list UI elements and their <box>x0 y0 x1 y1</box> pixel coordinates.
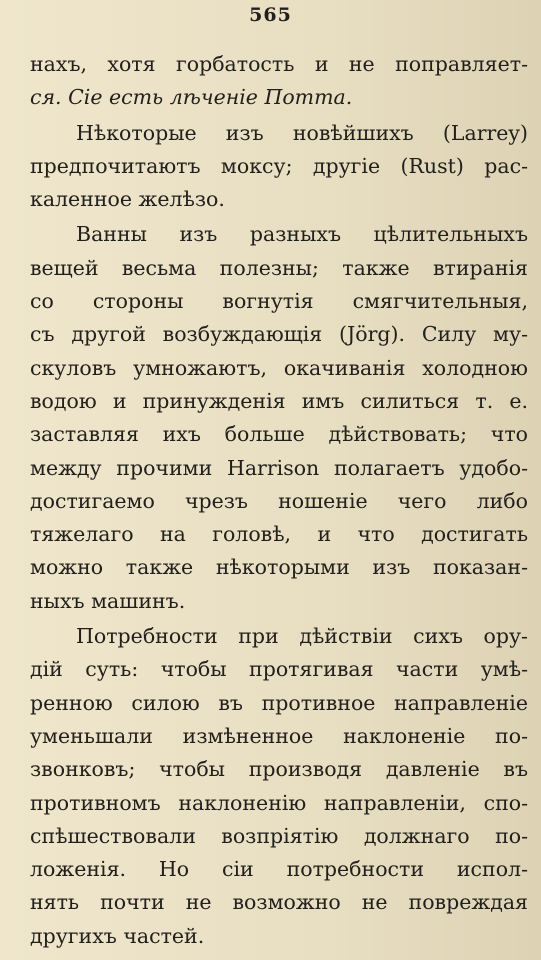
text-line: нять почти не возможно не повреждая <box>30 890 528 915</box>
paragraph-3 <box>30 218 528 618</box>
paragraph-4 <box>30 620 528 953</box>
text-line: предпочитаютъ моксу; другie (Rust) рас- <box>30 153 528 178</box>
text-line: ныхъ машинъ. <box>30 588 186 613</box>
text-line: достигаемо чрезъ ношенie чего либо <box>30 488 528 513</box>
paragraph-1 <box>30 48 528 115</box>
text-line: дiй суть: чтобы протягивая части умѣ- <box>30 657 528 682</box>
text-line: съ другой возбуждающiя (Jörg). Силу му- <box>30 322 528 347</box>
text-line: между прочими Harrison полагаетъ удобо- <box>30 455 528 480</box>
text-line: ренною силою въ противное направленie <box>30 690 528 715</box>
paragraph-2 <box>30 117 528 217</box>
text-line: скуловъ умножаютъ, окачиванiя холодною <box>30 355 528 380</box>
page-body <box>30 48 528 953</box>
text-line: спѣшествовали возпрiятiю должнаго по- <box>30 823 528 848</box>
text-line: вещей весьма полезны; также втиранiя <box>30 255 528 280</box>
text-line: Потребности при дѣйствiи сихъ ору- <box>76 624 528 649</box>
text-line: Нѣкоторые изъ новѣйшихъ (Larrey) <box>76 120 528 145</box>
text-line: звонковъ; чтобы производя давленie въ <box>30 757 528 782</box>
text-line: можно также нѣкоторыми изъ показан- <box>30 555 528 580</box>
text-line: каленное желѣзо. <box>30 187 225 212</box>
text-line: со стороны вогнутiя смягчительныя, <box>30 289 528 314</box>
text-line: противномъ наклоненiю направленiи, спо- <box>30 790 528 815</box>
text-line: заставляя ихъ больше дѣйствовать; что <box>30 422 528 447</box>
text-line: водою и принужденiя имъ силиться т. е. <box>30 388 528 413</box>
text-line: нахъ, хотя горбатость и не поправляет- <box>30 52 528 76</box>
text-line: другихъ частей. <box>30 923 205 948</box>
text-line: Ванны изъ разныхъ цѣлительныхъ <box>76 222 528 247</box>
text-line: уменьшали измѣненное наклоненie по- <box>30 723 528 748</box>
text-line: тяжелаго на головѣ, и что достигать <box>30 522 528 547</box>
page-number: 565 <box>249 4 292 26</box>
text-line: ся. Сie есть лѣченie Потта. <box>30 85 353 110</box>
text-line: ложенiя. Но сiи потребности испол- <box>30 857 528 882</box>
